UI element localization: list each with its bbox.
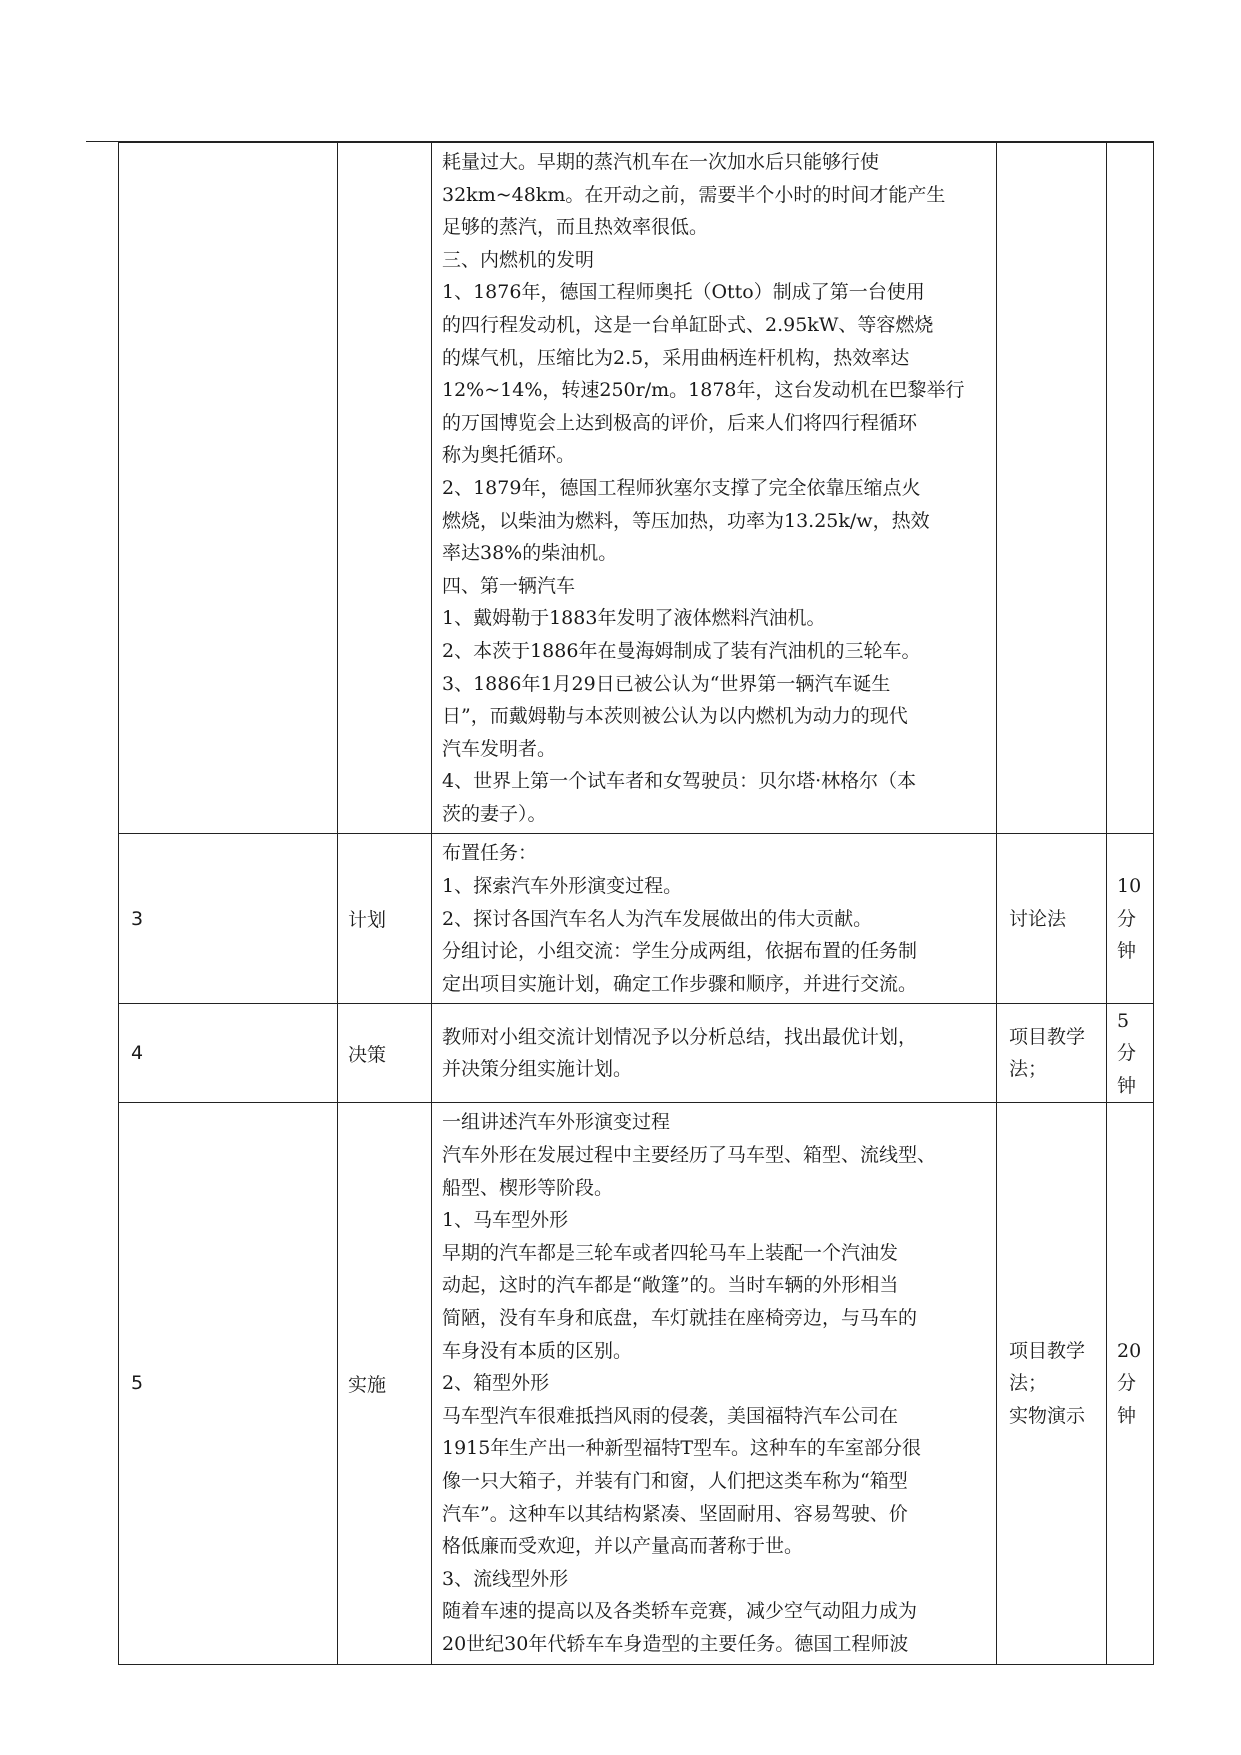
content-line: 率达38%的柴油机。 (442, 542, 618, 565)
content-line: 燃烧，以柴油为燃料，等压加热，功率为13.25k/w，热效 (442, 509, 930, 532)
time-line: 5 (1117, 1009, 1130, 1032)
content-line: 1、探索汽车外形演变过程。 (442, 875, 683, 898)
time-cell (1107, 1004, 1154, 1103)
time-cell (1107, 143, 1154, 834)
step-name-cell: 计划 (338, 834, 432, 1004)
content-line: 2、1879年，德国工程师狄塞尔支撑了完全依靠压缩点火 (442, 476, 921, 499)
content-line: 随着车速的提高以及各类轿车竞赛，减少空气动阻力成为 (442, 1600, 918, 1623)
content-line: 马车型汽车很难抵挡风雨的侵袭，美国福特汽车公司在 (442, 1404, 899, 1427)
method-line: 法； (1009, 1058, 1048, 1081)
content-line: 2、箱型外形 (442, 1372, 550, 1395)
step-number-cell (119, 143, 338, 834)
content-line: 一组讲述汽车外形演变过程 (442, 1111, 671, 1134)
method-line: 讨论法 (1009, 907, 1067, 930)
content-line: 20世纪30年代轿车车身造型的主要任务。德国工程师波 (442, 1632, 909, 1655)
method-cell (997, 834, 1107, 1004)
step-number-cell: 4 (119, 1004, 338, 1103)
content-line: 2、探讨各国汽车名人为汽车发展做出的伟大贡献。 (442, 907, 873, 930)
content-cell (432, 834, 997, 1004)
content-line: 茨的妻子）。 (442, 802, 547, 825)
content-line: 像一只大箱子，并装有门和窗，人们把这类车称为“箱型 (442, 1469, 908, 1492)
content-cell (432, 1103, 997, 1664)
time-cell (1107, 834, 1154, 1004)
time-line: 20 (1117, 1339, 1142, 1362)
content-line: 车身没有本质的区别。 (442, 1339, 633, 1362)
content-line: 教师对小组交流计划情况予以分析总结，找出最优计划， (442, 1025, 918, 1048)
content-line: 1915年生产出一种新型福特T型车。这种车的车室部分很 (442, 1437, 922, 1460)
content-line: 1、戴姆勒于1883年发明了液体燃料汽油机。 (442, 607, 826, 630)
content-line: 4、世界上第一个试车者和女驾驶员：贝尔塔·林格尔（本 (442, 770, 917, 793)
table-row-plan (119, 834, 1154, 1004)
content-line: 称为奥托循环。 (442, 444, 576, 467)
content-line: 12%~14%，转速250r/m。1878年，这台发动机在巴黎举行 (442, 379, 965, 402)
content-line: 足够的蒸汽，而且热效率很低。 (442, 216, 709, 239)
method-line: 法； (1009, 1372, 1048, 1395)
method-line: 项目教学 (1009, 1339, 1086, 1362)
content-line: 定出项目实施计划，确定工作步骤和顺序，并进行交流。 (442, 972, 918, 995)
step-name-cell: 实施 (338, 1103, 432, 1664)
time-line: 钟 (1117, 1404, 1137, 1427)
time-line: 分 (1117, 1042, 1137, 1065)
time-line: 10 (1117, 875, 1142, 898)
step-name-cell: 决策 (338, 1004, 432, 1103)
content-line: 简陋，没有车身和底盘，车灯就挂在座椅旁边，与马车的 (442, 1307, 918, 1329)
content-line: 并决策分组实施计划。 (442, 1058, 633, 1081)
table-row-implementation (119, 1103, 1154, 1664)
content-line: 耗量过大。早期的蒸汽机车在一次加水后只能够行使 (442, 151, 880, 173)
content-line: 三、内燃机的发明 (442, 248, 595, 271)
content-line: 的万国博览会上达到极高的评价，后来人们将四行程循环 (442, 411, 918, 434)
content-cell (432, 143, 997, 834)
content-cell (432, 1004, 997, 1103)
time-line: 分 (1117, 907, 1137, 930)
content-line: 的煤气机，压缩比为2.5，采用曲柄连杆机构，热效率达 (442, 346, 910, 369)
content-line: 四、第一辆汽车 (442, 574, 576, 597)
content-line: 1、马车型外形 (442, 1209, 569, 1232)
table-row-decision (119, 1004, 1154, 1103)
content-line: 3、流线型外形 (442, 1567, 569, 1590)
method-cell (997, 143, 1107, 834)
content-line: 格低廉而受欢迎，并以产量高而著称于世。 (442, 1535, 804, 1558)
content-line: 船型、楔形等阶段。 (442, 1176, 614, 1199)
content-line: 2、本茨于1886年在曼海姆制成了装有汽油机的三轮车。 (442, 639, 921, 662)
content-line: 日”，而戴姆勒与本茨则被公认为以内燃机为动力的现代 (442, 705, 908, 728)
content-line: 32km~48km。在开动之前，需要半个小时的时间才能产生 (442, 183, 946, 206)
table-row-continuation (119, 143, 1154, 834)
method-cell (997, 1103, 1107, 1664)
step-name-cell (338, 143, 432, 834)
method-line: 项目教学 (1009, 1025, 1086, 1048)
time-line: 分 (1117, 1372, 1137, 1395)
time-line: 钟 (1117, 940, 1137, 963)
content-line: 动起，这时的汽车都是“敞篷”的。当时车辆的外形相当 (442, 1274, 899, 1297)
content-line: 的四行程发动机，这是一台单缸卧式、2.95kW、等容燃烧 (442, 313, 934, 336)
step-number-cell: 3 (119, 834, 338, 1004)
content-line: 1、1876年，德国工程师奥托（Otto）制成了第一台使用 (442, 281, 925, 304)
content-line: 汽车外形在发展过程中主要经历了马车型、箱型、流线型、 (442, 1144, 937, 1167)
content-line: 分组讨论，小组交流：学生分成两组，依据布置的任务制 (442, 940, 918, 963)
method-cell (997, 1004, 1107, 1103)
content-line: 汽车”。这种车以其结构紧凑、坚固耐用、容易驾驶、价 (442, 1502, 908, 1525)
step-number-cell: 5 (119, 1103, 338, 1664)
content-line: 早期的汽车都是三轮车或者四轮马车上装配一个汽油发 (442, 1241, 899, 1264)
method-line: 实物演示 (1009, 1404, 1086, 1427)
content-line: 3、1886年1月29日已被公认为“世界第一辆汽车诞生 (442, 672, 891, 695)
content-line: 汽车发明者。 (442, 737, 557, 760)
time-line: 钟 (1117, 1074, 1137, 1097)
lesson-plan-table (118, 142, 1154, 1665)
time-cell (1107, 1103, 1154, 1664)
content-line: 布置任务： (442, 842, 538, 865)
